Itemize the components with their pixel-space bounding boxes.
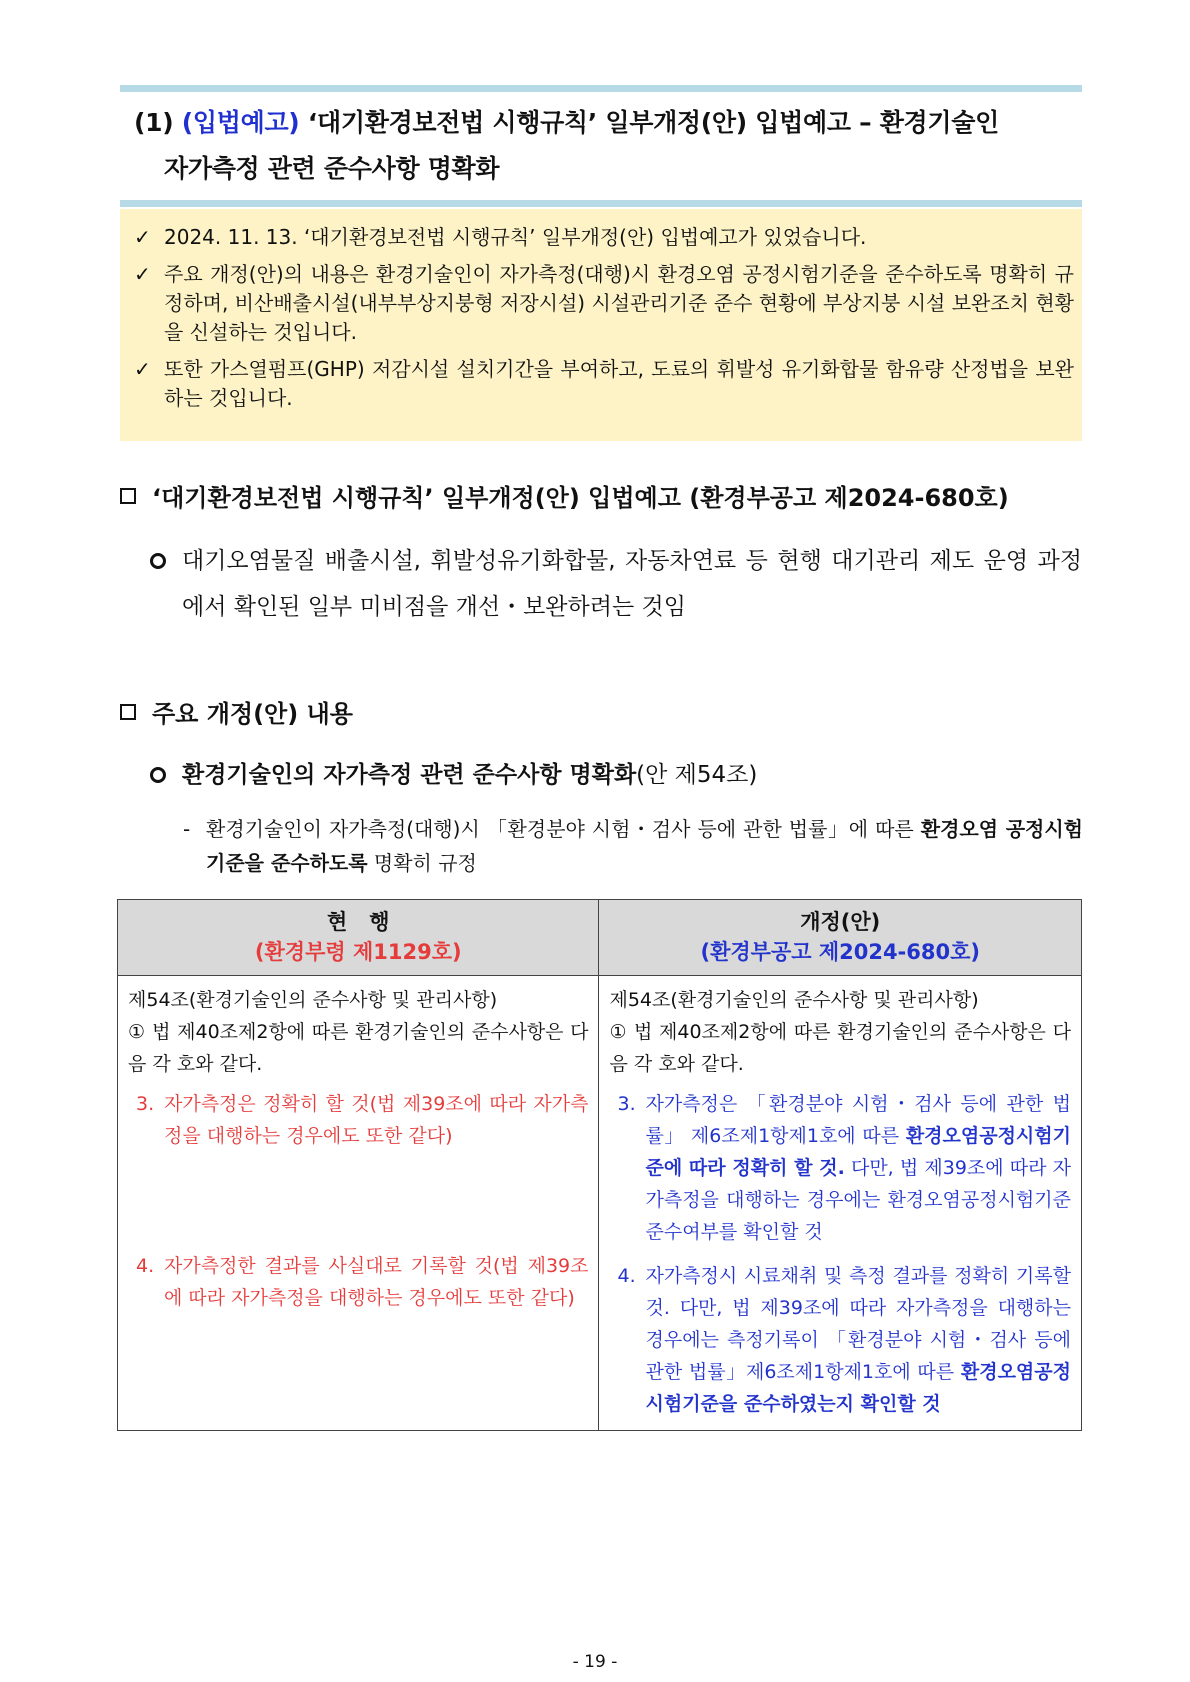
header-revised (599, 900, 1082, 976)
summary-text: 2024. 11. 13. ‘대기환경보전법 시행규칙’ 일부개정(안) 입법예고가 있었습니다. (164, 225, 867, 249)
section-heading-notice (120, 478, 1009, 513)
revised-cell (599, 976, 1082, 1431)
item-text-a: 자가측정은 「환경분야 시험・검사 등에 관한 법률」 제6조제1항제1호에 따른 (645, 1093, 1071, 1147)
section-heading-text: ‘대기환경보전법 시행규칙’ 일부개정(안) 입법예고 (환경부공고 제2024-680호) (152, 484, 1009, 512)
article-item-3 (609, 1088, 1071, 1248)
title-number: (1) (134, 108, 174, 137)
dash-bold: 환경오염 공정시험기준을 준수하도록 (206, 817, 1083, 875)
bullet-rest: (안 제54조) (636, 762, 758, 788)
article-item-3 (128, 1088, 588, 1152)
header-current-sub: (환경부령 제1129호) (254, 940, 462, 964)
title-band (120, 85, 1082, 207)
summary-text: 주요 개정(안)의 내용은 환경기술인이 자가측정(대행)시 환경오염 공정시험기준을 준수하도록 명확히 규정하며, 비산배출시설(내부부상지붕형 저장시설) 시설관리기준 준수 현황에 부상지붕 시설 보완조치 현황을 신설하는 것입니다. (164, 262, 1074, 344)
bullet-text (182, 752, 1082, 798)
section-bullet (150, 538, 1082, 630)
bullet-bold: 환경기술인의 자가측정 관련 준수사항 명확화 (182, 762, 637, 788)
dash-text (206, 812, 1083, 880)
item-text: 자가측정한 결과를 사실대로 기록할 것(법 제39조에 따라 자가측정을 대행하는 경우에도 또한 같다) (164, 1255, 589, 1309)
table-header-row (118, 900, 1082, 976)
title-text: ‘대기환경보전법 시행규칙’ 일부개정(안) 입법예고 – 환경기술인 (307, 108, 999, 137)
item-number: 4. (136, 1255, 155, 1277)
dash-item (183, 812, 1083, 880)
summary-item (134, 260, 1074, 347)
item-text: 자가측정은 정확히 할 것(법 제39조에 따라 자가측정을 대행하는 경우에도 또한 같다) (164, 1093, 589, 1147)
item-text (645, 1088, 1071, 1248)
article-item-4 (609, 1260, 1071, 1420)
header-current (118, 900, 599, 976)
item-number: 3. (617, 1093, 636, 1115)
circle-bullet-icon (150, 767, 166, 783)
article-title: 제54조(환경기술인의 준수사항 및 관리사항) (128, 989, 498, 1011)
header-revised-sub: (환경부공고 제2024-680호) (700, 940, 980, 964)
item-text (645, 1260, 1071, 1420)
square-bullet-icon (120, 488, 136, 504)
item-text-a: 자가측정시 시료채취 및 측정 결과를 정확히 기록할 것. 다만, 법 제39조에 따라 자가측정을 대행하는 경우에는 측정기록이 「환경분야 시험・검사 등에 관한 법률」제6조제1항제1호에 따른 (645, 1265, 1071, 1383)
spacer (128, 1152, 588, 1242)
bullet-text: 대기오염물질 배출시설, 휘발성유기화합물, 자동차연료 등 현행 대기관리 제도 운영 과정에서 확인된 일부 미비점을 개선・보완하려는 것임 (182, 548, 1082, 620)
summary-item (134, 223, 1074, 252)
summary-box (120, 209, 1082, 441)
dash-mark: - (183, 817, 191, 841)
item-number: 3. (136, 1093, 155, 1115)
check-icon: ✓ (134, 262, 151, 286)
title-tag: (입법예고) (181, 108, 300, 137)
page-number: - 19 - (572, 1652, 618, 1672)
current-cell (118, 976, 599, 1431)
dash-text-a: 환경기술인이 자가측정(대행)시 「환경분야 시험・검사 등에 관한 법률」에 따른 (206, 817, 921, 841)
header-current-title: 현 행 (326, 910, 390, 934)
article-title: 제54조(환경기술인의 준수사항 및 관리사항) (609, 989, 979, 1011)
article-item-4 (128, 1250, 588, 1314)
section-bullet (150, 752, 1082, 798)
table-row (118, 976, 1082, 1431)
check-icon: ✓ (134, 225, 151, 249)
item-text-b: 다만, 법 제39조에 따라 자가측정을 대행하는 경우에는 환경오염공정시험기준 준수여부를 확인할 것 (645, 1157, 1071, 1243)
summary-item (134, 355, 1074, 413)
section-heading-main-changes (120, 694, 353, 729)
item-text-bold: 환경오염공정시험기준에 따라 정확히 할 것. (645, 1125, 1071, 1179)
item-text-bold: 환경오염공정시험기준을 준수하였는지 확인할 것 (645, 1361, 1071, 1415)
summary-text: 또한 가스열펌프(GHP) 저감시설 설치기간을 부여하고, 도료의 휘발성 유기화합물 함유량 산정법을 보완하는 것입니다. (164, 357, 1074, 410)
item-number: 4. (617, 1265, 636, 1287)
dash-text-b: 명확히 규정 (367, 851, 477, 875)
title-line-2: 자가측정 관련 준수사항 명확화 (164, 154, 500, 183)
article-para: ① 법 제40조제2항에 따른 환경기술인의 준수사항은 다음 각 호와 같다. (609, 1021, 1071, 1075)
check-icon: ✓ (134, 357, 151, 381)
header-revised-title: 개정(안) (800, 910, 881, 934)
article-para: ① 법 제40조제2항에 따른 환경기술인의 준수사항은 다음 각 호와 같다. (128, 1021, 589, 1075)
square-bullet-icon (120, 704, 136, 720)
circle-bullet-icon (150, 553, 166, 569)
section-heading-text: 주요 개정(안) 내용 (152, 700, 353, 728)
comparison-table (117, 899, 1082, 1431)
title-line-1 (134, 100, 1082, 146)
